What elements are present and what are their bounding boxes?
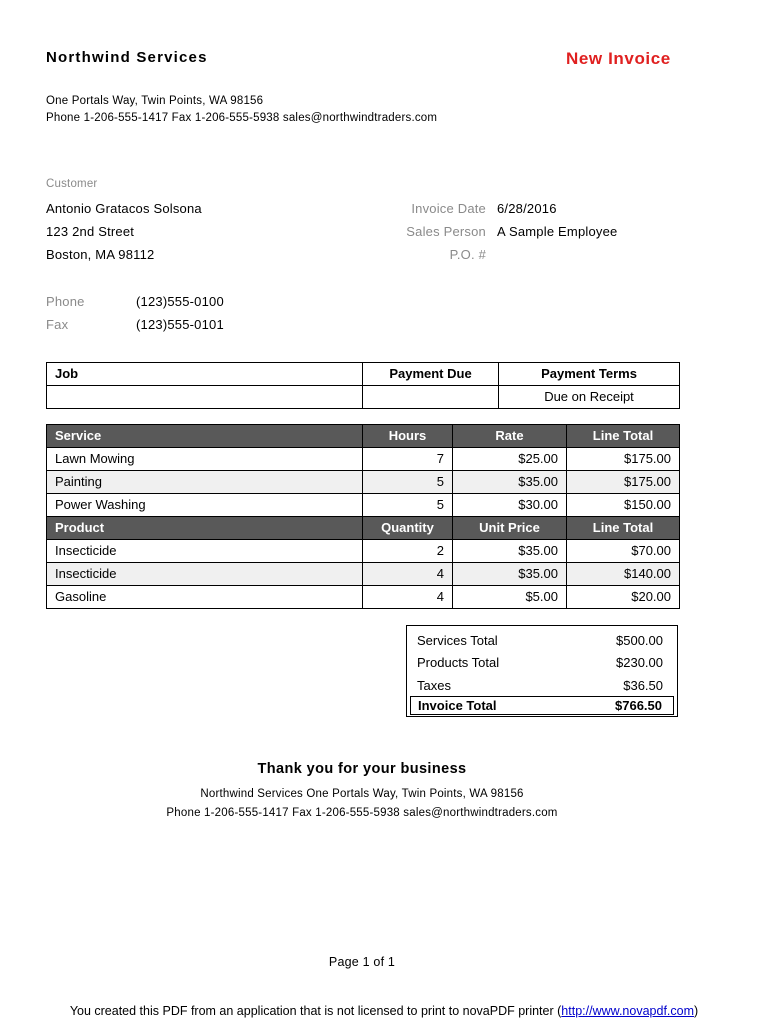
quantity-header: Quantity xyxy=(363,517,453,540)
job-table xyxy=(46,362,680,409)
sales-person-label: Sales Person xyxy=(406,224,486,239)
product-quantity: 2 xyxy=(363,540,453,563)
footer-address: Northwind Services One Portals Way, Twin Points, WA 98156 xyxy=(200,788,524,800)
table-row xyxy=(47,540,680,563)
product-name: Insecticide xyxy=(47,540,363,563)
product-quantity: 4 xyxy=(363,563,453,586)
product-line-total: $20.00 xyxy=(567,586,680,609)
line-items-table xyxy=(46,424,680,609)
page-number: Page 1 of 1 xyxy=(328,955,396,969)
product-unit-price: $35.00 xyxy=(453,563,567,586)
document-title: New Invoice xyxy=(566,49,671,68)
services-total-row xyxy=(410,629,674,652)
table-row xyxy=(47,471,680,494)
footer-contact: Phone 1-206-555-1417 Fax 1-206-555-5938 sales@northwindtraders.com xyxy=(166,807,558,819)
products-total-label: Products Total xyxy=(417,655,500,670)
job-table-header xyxy=(47,363,680,386)
product-unit-price: $35.00 xyxy=(453,540,567,563)
service-hours: 5 xyxy=(363,471,453,494)
product-name: Insecticide xyxy=(47,563,363,586)
payment-terms-value: Due on Receipt xyxy=(499,386,680,409)
invoice-date-label: Invoice Date xyxy=(411,201,486,216)
customer-fax: (123)555-0101 xyxy=(136,317,224,332)
payment-due-value xyxy=(363,386,499,409)
product-header-row xyxy=(47,517,680,540)
fax-label: Fax xyxy=(46,317,69,332)
novapdf-link[interactable]: http://www.novapdf.com xyxy=(561,1004,694,1018)
unit-price-header: Unit Price xyxy=(453,517,567,540)
table-row xyxy=(47,448,680,471)
products-total-value: $230.00 xyxy=(616,655,663,670)
service-name: Painting xyxy=(47,471,363,494)
product-line-total: $140.00 xyxy=(567,563,680,586)
payment-terms-header: Payment Terms xyxy=(499,363,680,386)
job-header: Job xyxy=(47,363,363,386)
product-header: Product xyxy=(47,517,363,540)
company-name: Northwind Services xyxy=(46,49,208,66)
table-row xyxy=(47,563,680,586)
customer-city: Boston, MA 98112 xyxy=(46,247,155,262)
service-rate: $25.00 xyxy=(453,448,567,471)
company-address: One Portals Way, Twin Points, WA 98156 xyxy=(46,95,264,107)
license-notice-close: ) xyxy=(694,1004,699,1018)
customer-name: Antonio Gratacos Solsona xyxy=(46,201,202,216)
invoice-date: 6/28/2016 xyxy=(497,201,557,216)
service-line-total: $150.00 xyxy=(567,494,680,517)
product-name: Gasoline xyxy=(47,586,363,609)
company-contact: Phone 1-206-555-1417 Fax 1-206-555-5938 sales@northwindtraders.com xyxy=(46,112,438,124)
service-rate: $30.00 xyxy=(453,494,567,517)
service-line-total: $175.00 xyxy=(567,448,680,471)
invoice-total-value: $766.50 xyxy=(615,698,662,713)
product-unit-price: $5.00 xyxy=(453,586,567,609)
sales-person: A Sample Employee xyxy=(497,224,618,239)
taxes-label: Taxes xyxy=(417,678,451,693)
customer-phone: (123)555-0100 xyxy=(136,294,224,309)
thank-you-message: Thank you for your business xyxy=(257,761,467,777)
services-total-value: $500.00 xyxy=(616,633,663,648)
taxes-row xyxy=(410,674,674,697)
service-name: Power Washing xyxy=(47,494,363,517)
license-notice-text: You created this PDF from an application that is not licensed to print to novaPDF printer ( xyxy=(69,1004,562,1018)
invoice-total-row xyxy=(410,696,674,715)
products-total-row xyxy=(410,651,674,674)
service-line-total: $175.00 xyxy=(567,471,680,494)
po-label: P.O. # xyxy=(449,247,486,262)
table-row xyxy=(47,494,680,517)
job-value xyxy=(47,386,363,409)
customer-street: 123 2nd Street xyxy=(46,224,135,239)
totals-box xyxy=(406,625,678,717)
service-header: Service xyxy=(47,425,363,448)
phone-label: Phone xyxy=(46,294,85,309)
customer-label: Customer xyxy=(46,178,98,190)
taxes-value: $36.50 xyxy=(623,678,663,693)
hours-header: Hours xyxy=(363,425,453,448)
service-header-row xyxy=(47,425,680,448)
rate-header: Rate xyxy=(453,425,567,448)
table-row xyxy=(47,586,680,609)
service-hours: 5 xyxy=(363,494,453,517)
services-total-label: Services Total xyxy=(417,633,498,648)
service-hours: 7 xyxy=(363,448,453,471)
product-line-total: $70.00 xyxy=(567,540,680,563)
service-rate: $35.00 xyxy=(453,471,567,494)
service-name: Lawn Mowing xyxy=(47,448,363,471)
payment-due-header: Payment Due xyxy=(363,363,499,386)
invoice-total-label: Invoice Total xyxy=(418,698,497,713)
product-quantity: 4 xyxy=(363,586,453,609)
license-notice xyxy=(0,1004,768,1018)
job-table-row xyxy=(47,386,680,409)
line-total-header: Line Total xyxy=(567,425,680,448)
line-total-header: Line Total xyxy=(567,517,680,540)
